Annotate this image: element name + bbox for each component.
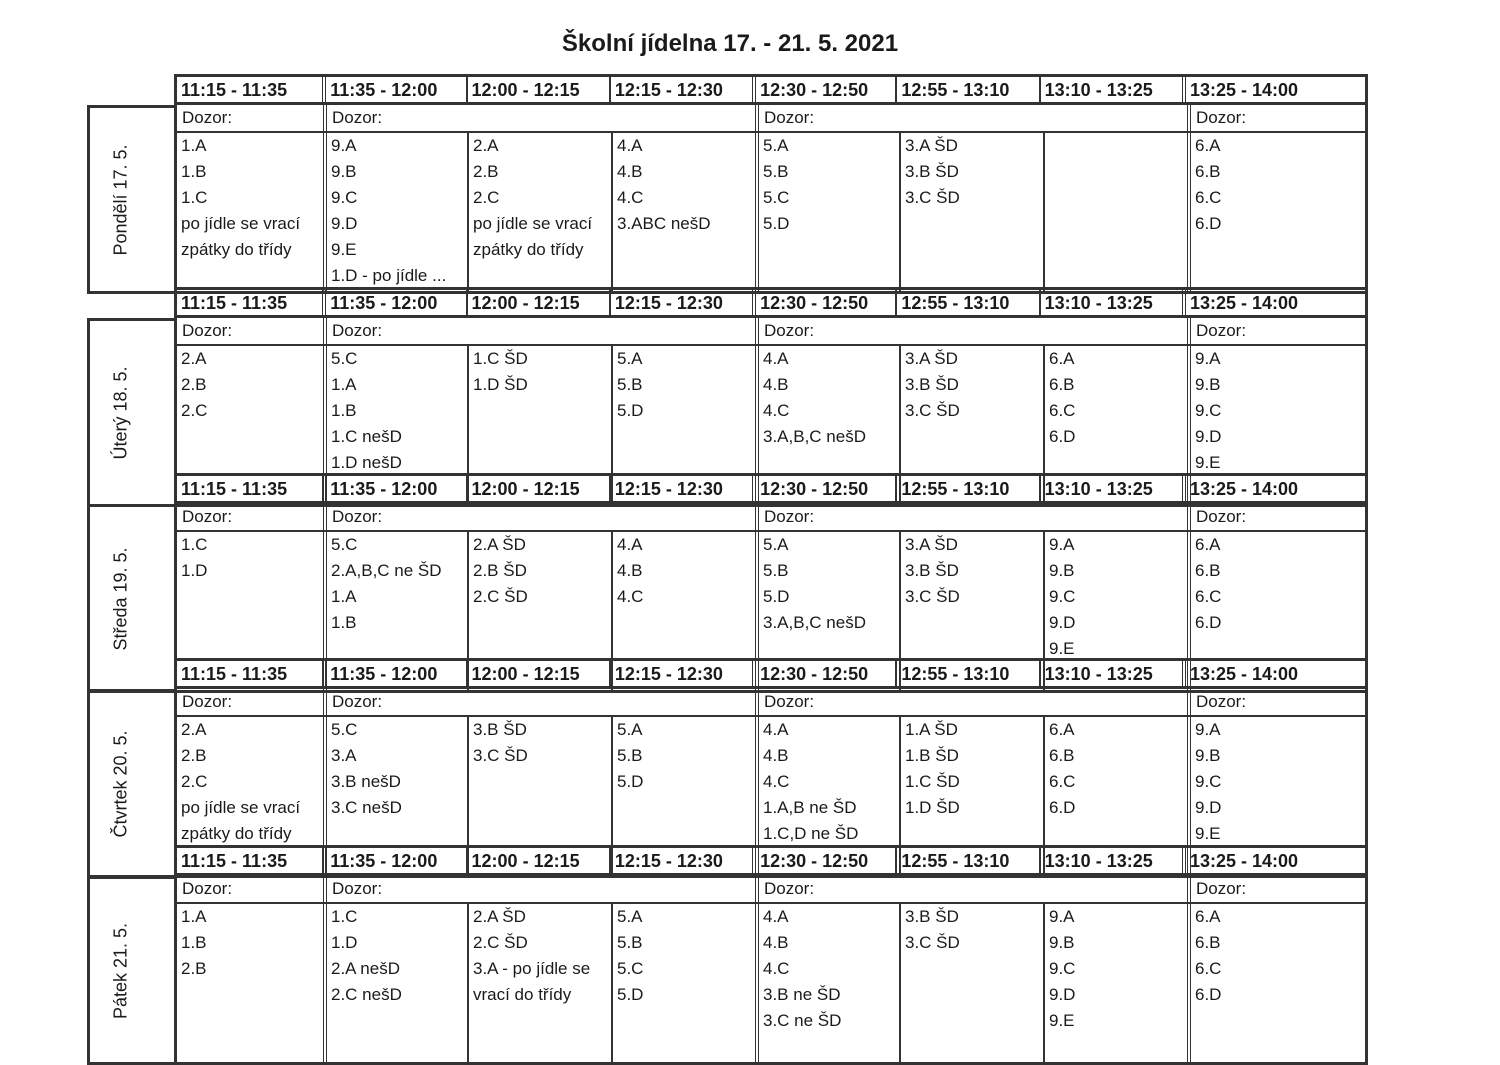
class-entry: 3.C nešD (331, 798, 402, 817)
class-entry: 9.A (1049, 535, 1075, 554)
dozor-label: Dozor: (182, 879, 233, 898)
time-slot-header: 12:30 - 12:50 (752, 848, 895, 873)
time-slot-header: 12:30 - 12:50 (752, 77, 895, 102)
class-entry: 1.A (181, 907, 207, 926)
class-entry: 2.A (181, 720, 207, 739)
class-entry: 9.C (331, 188, 358, 207)
time-slot-header: 11:15 - 11:35 (181, 664, 288, 684)
class-entry: 6.C (1195, 188, 1222, 207)
class-entry: 9.D (1049, 985, 1076, 1004)
time-slot-header: 12:55 - 13:10 (895, 476, 1038, 501)
day-label: Úterý 18. 5. (110, 365, 131, 460)
time-slot-header: 11:15 - 11:35 (181, 479, 288, 499)
class-entry: 9.B (1049, 933, 1075, 952)
time-header-row (174, 74, 1368, 105)
class-entry: 5.C (617, 959, 644, 978)
class-entry: 2.A (473, 136, 499, 155)
class-entry: 9.E (1049, 1011, 1075, 1030)
class-column (611, 904, 755, 1062)
class-entry: 5.B (763, 561, 789, 580)
class-entry: 5.D (617, 772, 644, 791)
class-entry: 3.A (331, 746, 357, 765)
class-entry: 1.B (181, 162, 207, 181)
class-entry: 6.A (1195, 136, 1221, 155)
class-entry: 1.C (181, 535, 208, 554)
class-entry: 9.C (1195, 401, 1222, 420)
class-entry: 6.B (1049, 746, 1075, 765)
class-entry: 4.A (763, 907, 789, 926)
class-entry: 9.A (1195, 349, 1221, 368)
class-entry: 5.D (763, 587, 790, 606)
time-header-row (174, 287, 1368, 318)
dozor-row (177, 504, 1365, 532)
class-entry: 9.C (1049, 959, 1076, 978)
time-slot-header: 12:30 - 12:50 (752, 290, 895, 315)
page-title: Školní jídelna 17. - 21. 5. 2021 (561, 30, 899, 57)
day-label-box (87, 504, 176, 693)
class-entry: 4.A (763, 349, 789, 368)
dozor-row (177, 876, 1365, 904)
time-slot-header: 11:35 - 12:00 (322, 476, 465, 501)
class-entry: 3.A ŠD (905, 535, 958, 554)
class-entry: 2.C (473, 188, 500, 207)
time-slot-header: 12:15 - 12:30 (609, 476, 752, 501)
class-entry: 9.E (331, 240, 357, 259)
class-entry: 3.A ŠD (905, 349, 958, 368)
class-entry: 3.C ne ŠD (763, 1011, 842, 1030)
day-label: Středa 19. 5. (110, 546, 131, 651)
class-entry: 3.A ŠD (905, 136, 958, 155)
dozor-label: Dozor: (323, 105, 755, 131)
class-entry: 6.A (1195, 907, 1221, 926)
time-slot-header: 12:30 - 12:50 (752, 661, 895, 686)
class-entry: 1.B (181, 933, 207, 952)
time-slot-header: 12:15 - 12:30 (609, 848, 752, 873)
time-slot-header: 11:35 - 12:00 (322, 848, 465, 873)
time-slot-header: 12:55 - 13:10 (895, 290, 1038, 315)
class-entry: 1.D (331, 933, 358, 952)
class-column (755, 904, 899, 1062)
class-entry: 5.A (763, 136, 789, 155)
class-entry: 9.C (1049, 587, 1076, 606)
class-entry: 3.B ne ŠD (763, 985, 841, 1004)
dozor-label: Dozor: (182, 507, 233, 526)
class-entry: 9.A (1049, 907, 1075, 926)
time-slot-header: 13:10 - 13:25 (1039, 848, 1182, 873)
class-entry: 3.B ŠD (905, 561, 959, 580)
class-entry: 9.D (1195, 427, 1222, 446)
class-entry: po jídle se vrací (473, 214, 593, 233)
class-entry: 6.D (1195, 613, 1222, 632)
time-slot-header: 11:15 - 11:35 (181, 851, 288, 871)
class-entry: 3.ABC nešD (617, 214, 711, 233)
class-entry: 3.C ŠD (473, 746, 528, 765)
dozor-label: Dozor: (323, 318, 755, 344)
time-slot-header: 13:25 - 14:00 (1182, 290, 1365, 315)
dozor-label: Dozor: (755, 504, 1187, 530)
dozor-label: Dozor: (1187, 689, 1365, 715)
class-entry: 5.A (763, 535, 789, 554)
class-entry: 1.D ŠD (473, 375, 528, 394)
dozor-label: Dozor: (755, 689, 1187, 715)
class-entry: 5.D (617, 401, 644, 420)
class-entry: 1.C ŠD (473, 349, 528, 368)
class-entry: 3.B nešD (331, 772, 401, 791)
class-entry: 2.A ŠD (473, 907, 526, 926)
class-entry: 9.E (1049, 639, 1075, 658)
classes-row (177, 904, 1365, 1062)
dozor-row (177, 318, 1365, 346)
time-slot-header: 11:15 - 11:35 (181, 293, 288, 313)
day-label: Čtvrtek 20. 5. (110, 729, 131, 838)
time-slot-header: 11:35 - 12:00 (322, 77, 465, 102)
class-entry: 1.C nešD (331, 427, 402, 446)
class-entry: 1.D nešD (331, 453, 402, 472)
class-entry: 3.C ŠD (905, 933, 960, 952)
day-label: Pátek 21. 5. (110, 922, 131, 1019)
class-entry: 5.A (617, 907, 643, 926)
class-entry: 3.C ŠD (905, 188, 960, 207)
class-entry: 3.B ŠD (905, 375, 959, 394)
class-entry: 2.A,B,C ne ŠD (331, 561, 442, 580)
class-entry: 2.A nešD (331, 959, 400, 978)
time-slot-header: 12:00 - 12:15 (466, 476, 609, 501)
class-entry: 3.A,B,C nešD (763, 427, 866, 446)
class-entry: 6.B (1195, 933, 1221, 952)
class-column (177, 133, 323, 291)
class-entry: 5.B (763, 162, 789, 181)
class-entry: 4.B (617, 561, 643, 580)
class-entry: 9.B (1195, 746, 1221, 765)
class-entry: 3.A - po jídle se (473, 959, 591, 978)
time-slot-header: 11:15 - 11:35 (181, 80, 288, 100)
class-entry: 1.B ŠD (905, 746, 959, 765)
class-entry: 2.B (473, 162, 499, 181)
class-entry: 4.A (617, 136, 643, 155)
class-entry: 4.C (763, 401, 790, 420)
class-entry: 4.B (763, 746, 789, 765)
class-entry: 9.B (1195, 375, 1221, 394)
class-entry: 1.D - po jídle ... (331, 266, 447, 285)
day-grid (174, 105, 1368, 294)
class-entry: 2.C (181, 772, 208, 791)
class-entry: 9.D (1049, 613, 1076, 632)
time-slot-header: 11:35 - 12:00 (322, 290, 465, 315)
class-entry: 4.A (763, 720, 789, 739)
class-entry: 2.C nešD (331, 985, 402, 1004)
class-entry: 3.C ŠD (905, 587, 960, 606)
class-entry: 2.B (181, 746, 207, 765)
class-entry: 6.A (1195, 535, 1221, 554)
class-entry: 3.B ŠD (905, 162, 959, 181)
time-slot-header: 12:55 - 13:10 (895, 661, 1038, 686)
class-entry: 5.C (331, 535, 358, 554)
time-slot-header: 13:10 - 13:25 (1039, 661, 1182, 686)
class-column (323, 904, 467, 1062)
class-entry: 5.C (331, 720, 358, 739)
day-label: Pondělí 17. 5. (110, 143, 131, 256)
class-entry: 6.B (1049, 375, 1075, 394)
dozor-label: Dozor: (1187, 105, 1365, 131)
class-entry: zpátky do třídy (473, 240, 584, 259)
class-entry: 6.D (1049, 427, 1076, 446)
time-slot-header: 13:10 - 13:25 (1039, 476, 1182, 501)
class-entry: 1.D (181, 561, 208, 580)
time-slot-header: 12:00 - 12:15 (466, 661, 609, 686)
class-column (755, 133, 899, 291)
class-entry: 1.D ŠD (905, 798, 960, 817)
class-entry: 3.A,B,C nešD (763, 613, 866, 632)
class-entry: 5.C (763, 188, 790, 207)
time-slot-header: 13:10 - 13:25 (1039, 77, 1182, 102)
class-entry: 1.A (181, 136, 207, 155)
day-label-box (87, 105, 176, 294)
time-header-row (174, 473, 1368, 504)
class-entry: 4.C (617, 587, 644, 606)
class-column (1187, 904, 1365, 1062)
class-entry: 2.B (181, 375, 207, 394)
time-slot-header: 12:30 - 12:50 (752, 476, 895, 501)
class-entry: 5.A (617, 349, 643, 368)
time-slot-header: 12:55 - 13:10 (895, 848, 1038, 873)
class-entry: 2.C ŠD (473, 587, 528, 606)
class-entry: 5.B (617, 933, 643, 952)
time-slot-header: 13:10 - 13:25 (1039, 290, 1182, 315)
class-entry: 1.A (331, 375, 357, 394)
day-grid (174, 876, 1368, 1065)
class-entry: 6.C (1195, 587, 1222, 606)
class-entry: 6.B (1195, 162, 1221, 181)
day-label-box (87, 689, 176, 878)
class-entry: 6.D (1195, 214, 1222, 233)
day-label-box (87, 318, 176, 507)
class-entry: 5.B (617, 746, 643, 765)
class-entry: zpátky do třídy (181, 824, 292, 843)
class-entry: 2.C ŠD (473, 933, 528, 952)
class-entry: 2.A ŠD (473, 535, 526, 554)
class-entry: 3.B ŠD (905, 907, 959, 926)
class-entry: 1.A ŠD (905, 720, 958, 739)
class-entry: 1.B (331, 613, 357, 632)
time-slot-header: 13:25 - 14:00 (1182, 848, 1365, 873)
class-entry: po jídle se vrací (181, 214, 301, 233)
time-slot-header: 12:00 - 12:15 (466, 848, 609, 873)
class-entry: 4.A (617, 535, 643, 554)
time-slot-header: 12:00 - 12:15 (466, 290, 609, 315)
class-entry: 3.B ŠD (473, 720, 527, 739)
dozor-label: Dozor: (182, 321, 233, 340)
class-entry: 2.B (181, 959, 207, 978)
dozor-label: Dozor: (755, 105, 1187, 131)
dozor-label: Dozor: (755, 876, 1187, 902)
class-column (467, 133, 611, 291)
class-entry: 4.B (617, 162, 643, 181)
dozor-label: Dozor: (182, 108, 233, 127)
time-header-row (174, 658, 1368, 689)
class-column (177, 904, 323, 1062)
class-entry: 6.A (1049, 720, 1075, 739)
class-entry: 4.C (763, 772, 790, 791)
class-entry: 1.C (331, 907, 358, 926)
class-entry: zpátky do třídy (181, 240, 292, 259)
class-column (323, 133, 467, 291)
class-entry: 5.C (331, 349, 358, 368)
class-entry: 6.A (1049, 349, 1075, 368)
class-column (899, 904, 1043, 1062)
class-entry: po jídle se vrací (181, 798, 301, 817)
classes-row (177, 133, 1365, 291)
time-slot-header: 12:00 - 12:15 (466, 77, 609, 102)
class-column (899, 133, 1043, 291)
class-entry: 6.D (1195, 985, 1222, 1004)
class-entry: 9.E (1195, 824, 1221, 843)
class-entry: 9.D (1195, 798, 1222, 817)
class-entry: 9.C (1195, 772, 1222, 791)
class-entry: 1.C,D ne ŠD (763, 824, 859, 843)
class-entry: 9.B (1049, 561, 1075, 580)
class-entry: 5.A (617, 720, 643, 739)
class-column (611, 133, 755, 291)
class-entry: 6.C (1195, 959, 1222, 978)
class-entry: 9.D (331, 214, 358, 233)
class-entry: 1.C ŠD (905, 772, 960, 791)
class-entry: 4.C (617, 188, 644, 207)
dozor-label: Dozor: (1187, 318, 1365, 344)
class-column (467, 904, 611, 1062)
class-entry: 1.C (181, 188, 208, 207)
class-entry: 9.B (331, 162, 357, 181)
class-entry: 4.B (763, 933, 789, 952)
time-slot-header: 12:15 - 12:30 (609, 661, 752, 686)
class-entry: 5.D (617, 985, 644, 1004)
class-entry: 4.B (763, 375, 789, 394)
class-entry: 5.D (763, 214, 790, 233)
class-entry: 3.C ŠD (905, 401, 960, 420)
class-entry: 9.A (331, 136, 357, 155)
dozor-row (177, 689, 1365, 717)
class-entry: 6.D (1049, 798, 1076, 817)
dozor-label: Dozor: (323, 504, 755, 530)
time-slot-header: 13:25 - 14:00 (1182, 476, 1365, 501)
dozor-label: Dozor: (323, 876, 755, 902)
dozor-label: Dozor: (755, 318, 1187, 344)
time-slot-header: 12:15 - 12:30 (609, 77, 752, 102)
time-slot-header: 13:25 - 14:00 (1182, 77, 1365, 102)
class-entry: 9.E (1195, 453, 1221, 472)
class-entry: 2.B ŠD (473, 561, 527, 580)
day-label-box (87, 876, 176, 1065)
dozor-row (177, 105, 1365, 133)
time-slot-header: 12:15 - 12:30 (609, 290, 752, 315)
class-entry: 1.B (331, 401, 357, 420)
class-entry: 6.C (1049, 772, 1076, 791)
class-entry: 2.C (181, 401, 208, 420)
class-entry: 1.A (331, 587, 357, 606)
time-slot-header: 13:25 - 14:00 (1182, 661, 1365, 686)
time-slot-header: 12:55 - 13:10 (895, 77, 1038, 102)
class-entry: 4.C (763, 959, 790, 978)
class-entry: 6.B (1195, 561, 1221, 580)
class-entry: 5.B (617, 375, 643, 394)
class-entry: vrací do třídy (473, 985, 572, 1004)
class-entry: 9.A (1195, 720, 1221, 739)
dozor-label: Dozor: (1187, 504, 1365, 530)
class-entry: 2.A (181, 349, 207, 368)
class-entry: 1.A,B ne ŠD (763, 798, 857, 817)
class-column (1187, 133, 1365, 291)
dozor-label: Dozor: (323, 689, 755, 715)
time-header-row (174, 845, 1368, 876)
time-slot-header: 11:35 - 12:00 (322, 661, 465, 686)
dozor-label: Dozor: (1187, 876, 1365, 902)
class-entry: 6.C (1049, 401, 1076, 420)
class-column (1043, 133, 1187, 291)
dozor-label: Dozor: (182, 692, 233, 711)
class-column (1043, 904, 1187, 1062)
